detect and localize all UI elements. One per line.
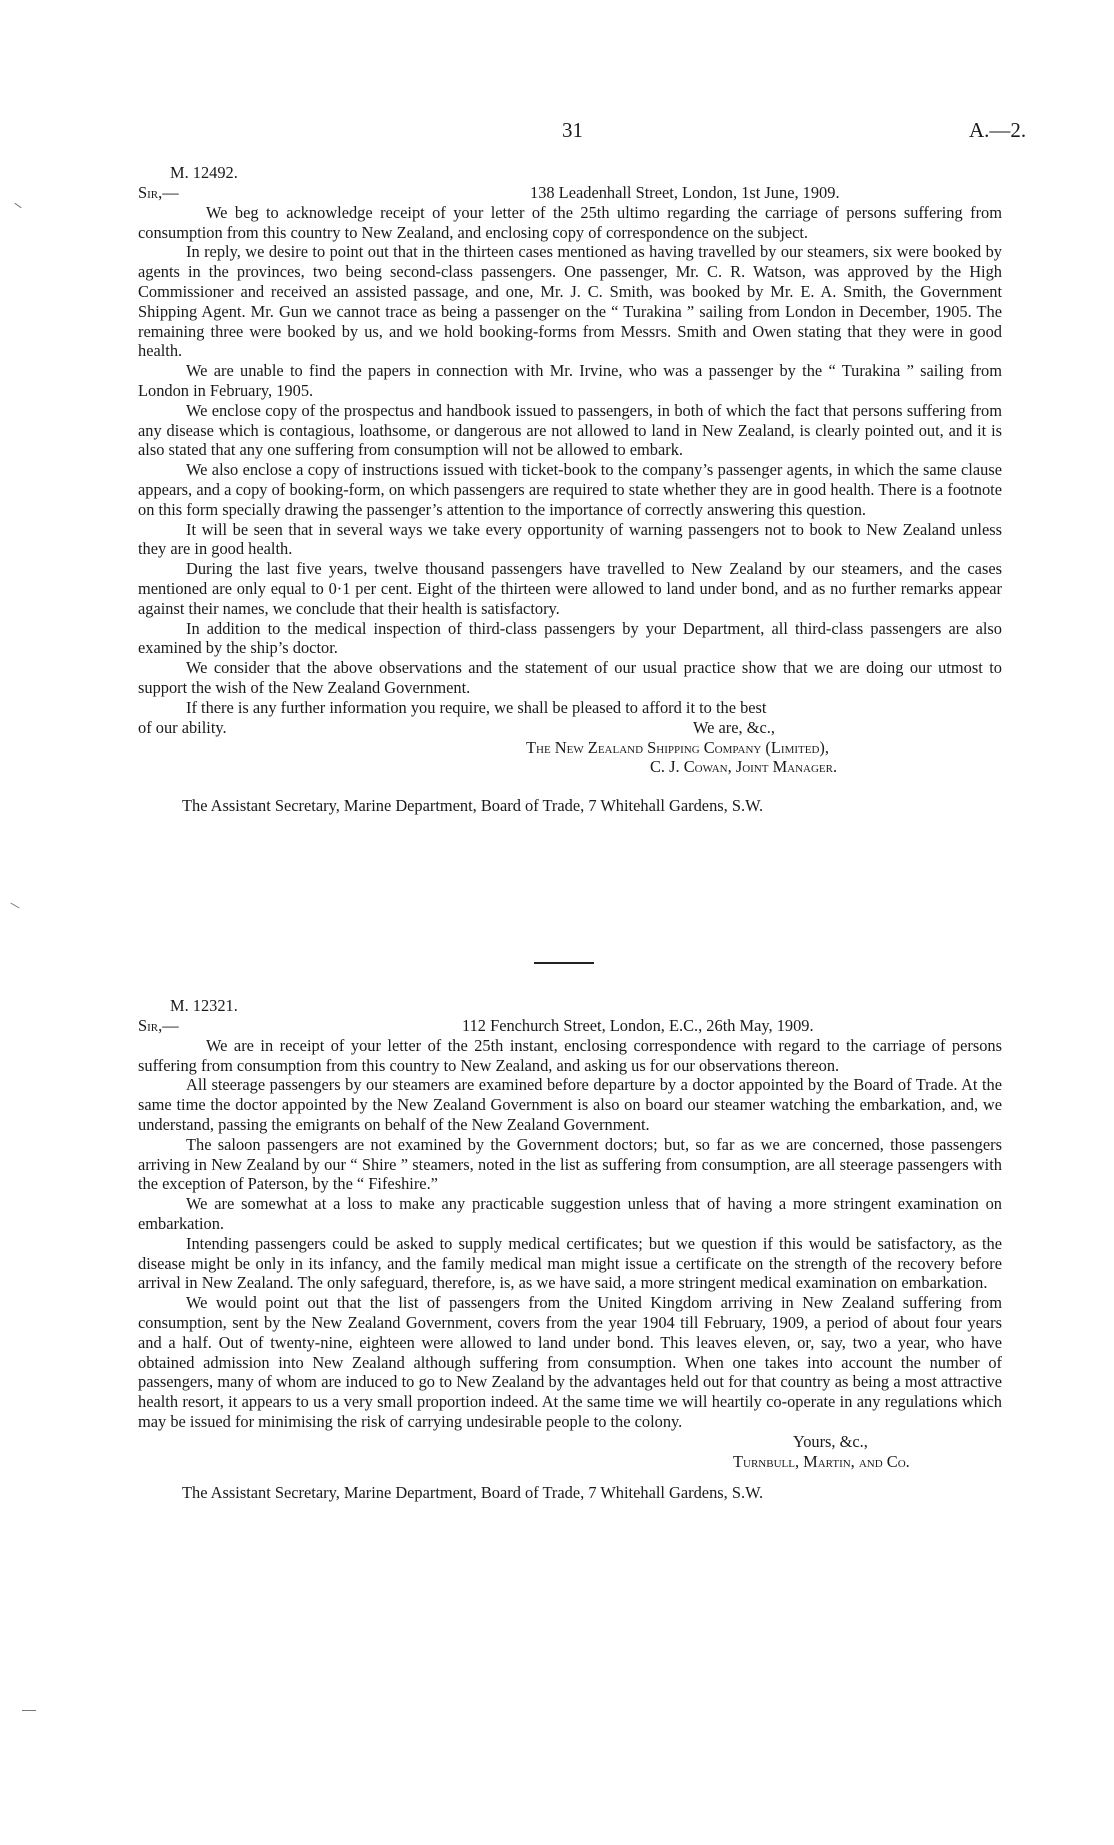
paragraph: We are unable to find the papers in connection with Mr. Irvine, who was a passenger by the “ Turakina ” sailing from London in February, 1905. xyxy=(138,361,1002,400)
page-number: 31 xyxy=(562,118,583,142)
signature-company: The New Zealand Shipping Company (Limited), xyxy=(526,737,829,757)
address-date: 112 Fenchurch Street, London, E.C., 26th May, 1909. xyxy=(462,1015,814,1035)
paragraph: We also enclose a copy of instructions issued with ticket-book to the company’s passenger agents, in which the same clause appears, and a copy of booking-form, on which passengers are required to state whether they are in good health. There is a footnote on this form specially drawing the passenger’s attention to the importance of correctly answering this question. xyxy=(138,460,1002,519)
addressee: The Assistant Secretary, Marine Department, Board of Trade, 7 Whitehall Gardens, S.W. xyxy=(182,796,764,816)
paragraph: We are in receipt of your letter of the 25th instant, enclosing correspondence with regard to the carriage of persons suffering from consumption from this country to New Zealand, and asking us for our observations thereon. xyxy=(138,1035,1002,1075)
letter-2 xyxy=(138,996,1002,1503)
paragraph: We would point out that the list of passengers from the United Kingdom arriving in New Zealand suffering from consumption, sent by the New Zealand Government, covers from the year 1904 till February, 1909, a period of about four years and a half. Out of twenty-nine, eighteen were allowed to land under bond. This leaves eleven, or, say, two a year, who have obtained admission into New Zealand although suffering from consumption. When one takes into account the number of passengers, many of whom are induced to go to New Zealand by the advantages held out for that country as being a most attractive health resort, it appears to us a very small proportion indeed. At the same time we will heartily co-operate in any regulations which may be issued for minimising the risk of carrying undesirable people to the colony. xyxy=(138,1293,1002,1431)
paragraph: Intending passengers could be asked to supply medical certificates; but we question if this would be satisfactory, as the disease might be only in its infancy, and the family medical man might issue a certificate on the strength of the recovery before arrival in New Zealand. The only safeguard, therefore, is, as we have said, a more stringent medical examination on embarkation. xyxy=(138,1233,1002,1293)
address-date: 138 Leadenhall Street, London, 1st June, 1909. xyxy=(530,182,840,202)
addressee: The Assistant Secretary, Marine Department, Board of Trade, 7 Whitehall Gardens, S.W. xyxy=(182,1483,764,1503)
paragraph: It will be seen that in several ways we take every opportunity of warning passengers not to book to New Zealand unless they are in good health. xyxy=(138,519,1002,559)
closing: We are, &c., xyxy=(693,717,775,737)
scan-mark xyxy=(10,903,19,909)
paragraph: In addition to the medical inspection of third-class passengers by your Department, all third-class passengers are also examined by the ship’s doctor. xyxy=(138,618,1002,658)
letter-reference: M. 12321. xyxy=(170,996,238,1015)
paragraph: We beg to acknowledge receipt of your letter of the 25th ultimo regarding the carriage of persons suffering from consumption from this country to New Zealand, and enclosing copy of correspondence on the subject. xyxy=(138,202,1002,242)
paragraph: We enclose copy of the prospectus and handbook issued to passengers, in both of which the fact that persons suffering from any disease which is contagious, loathsome, or dangerous are not allowed to land in New Zealand, is clearly pointed out, and it is also stated that any one suffering from consumption will not be allowed to embark. xyxy=(138,400,1002,460)
paragraph: During the last five years, twelve thousand passengers have travelled to New Zealand by our steamers, and the cases mentioned are only equal to 0·1 per cent. Eight of the thirteen were allowed to land under bond, and as no further remarks appear against their names, we conclude that their health is satisfactory. xyxy=(138,559,1002,618)
salutation: Sir,— xyxy=(138,182,179,202)
signature-company: Turnbull, Martin, and Co. xyxy=(733,1451,910,1471)
paragraph: If there is any further information you require, we shall be pleased to afford it to the best xyxy=(186,697,767,717)
letter-reference: M. 12492. xyxy=(170,163,238,182)
paragraph: We consider that the above observations and the statement of our usual practice show that we are doing our utmost to support the wish of the New Zealand Government. xyxy=(138,658,1002,697)
paragraph: All steerage passengers by our steamers are examined before departure by a doctor appointed by the Board of Trade. At the same time the doctor appointed by the New Zealand Government is also on board our steamer watching the embarkation, and, we understand, passing the emigrants on behalf of the New Zealand Government. xyxy=(138,1075,1002,1134)
document-reference: A.—2. xyxy=(969,118,1027,142)
closing: Yours, &c., xyxy=(793,1431,868,1451)
paragraph: We are somewhat at a loss to make any practicable suggestion unless that of having a more stringent examination on embarkation. xyxy=(138,1194,1002,1233)
paragraph: The saloon passengers are not examined by the Government doctors; but, so far as we are concerned, those passengers arriving in New Zealand by our “ Shire ” steamers, noted in the list as suffering from consumption, are all steerage passengers with the exception of Paterson, by the “ Fifeshire.” xyxy=(138,1134,1002,1194)
closing-tail: of our ability. xyxy=(138,717,227,737)
paragraph: In reply, we desire to point out that in the thirteen cases mentioned as having travelled by our steamers, six were booked by agents in the provinces, two being second-class passengers. One passenger, Mr. C. R. Watson, was approved by the High Commissioner and received an assisted passage, and one, Mr. J. C. Smith, was booked by Mr. E. A. Smith, the Government Shipping Agent. Mr. Gun we cannot trace as being a passenger on the “ Turakina ” sailing from London in December, 1905. The remaining three were booked by us, and we hold booking-forms from Messrs. Smith and Owen stating that they were in good health. xyxy=(138,242,1002,361)
letter-1 xyxy=(138,163,1002,816)
salutation: Sir,— xyxy=(138,1015,179,1035)
scan-mark xyxy=(22,1710,36,1711)
letter-divider xyxy=(534,962,594,964)
scan-mark xyxy=(14,203,21,208)
signature-name: C. J. Cowan, Joint Manager. xyxy=(650,757,838,777)
